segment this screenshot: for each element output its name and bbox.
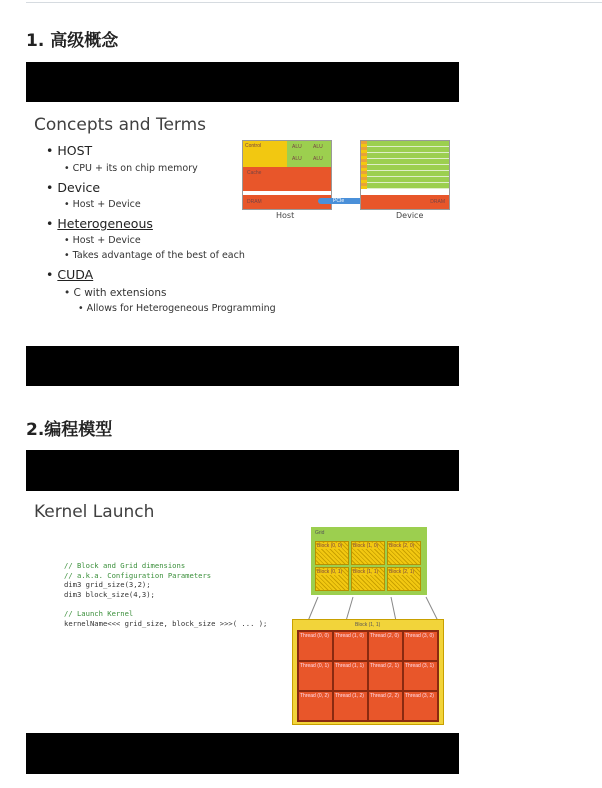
host-caption: Host: [276, 211, 295, 220]
control-block: Control: [243, 141, 287, 167]
thread-cell: Thread (1, 2): [333, 691, 368, 721]
thread-cell: Thread (3, 0): [403, 631, 438, 661]
device-dram-block: DRAM: [361, 195, 449, 209]
device-control-strip: [361, 141, 367, 189]
bullet-device: • Device: [46, 180, 101, 195]
bullet-host: • HOST: [46, 143, 93, 158]
sub-sub-bullet: • Allows for Heterogeneous Programming: [78, 303, 276, 314]
dram-block: DRAM: [243, 195, 331, 209]
alu-blocks: ALU ALU ALU ALU: [287, 141, 331, 167]
thread-cell: Thread (0, 1): [298, 661, 333, 691]
thread-cell: Thread (1, 1): [333, 661, 368, 691]
slide-kernel-launch-image: [26, 450, 459, 774]
device-diagram: [360, 140, 450, 210]
thread-cell: Thread (2, 2): [368, 691, 403, 721]
thread-cell: Thread (2, 0): [368, 631, 403, 661]
sub-bullet: • C with extensions: [64, 287, 167, 299]
slide-concepts-image: [26, 62, 459, 386]
thread-cell: Thread (0, 0): [298, 631, 333, 661]
grid-block: Block (0, 0): [315, 541, 349, 565]
device-caption: Device: [396, 211, 424, 220]
block-diagram: Block (1, 1) Thread (0, 0) Thread (1, 0) Thread (2, 0) Thread (3, 0) Thread (0, 1) Thread (1, 1) Thread (2, 1) Thread (3, 1) Thread (0, 2) Thread (1, 2) Thread (2, 2) Thread (3, 2): [292, 619, 444, 725]
grid-block: Block (1, 1): [351, 567, 385, 591]
code-block: // Block and Grid dimensions // a.k.a. Configuration Parameters dim3 grid_size(3,2); dim3 block_size(4,3); // Launch Kernel kernelName<<< grid_size, block_size >>>( ... );: [64, 561, 268, 628]
sub-bullet: • Host + Device: [64, 235, 141, 246]
top-divider: [26, 2, 602, 3]
grid-diagram: Grid Block (0, 0) Block (1, 0) Block (2, 0) Block (0, 1) Block (1, 1) Block (2, 1): [311, 527, 427, 595]
bullet-cuda: • CUDA: [46, 267, 94, 282]
sub-bullet: • Takes advantage of the best of each: [64, 250, 245, 261]
slide-title: Kernel Launch: [34, 502, 155, 522]
thread-cell: Thread (0, 2): [298, 691, 333, 721]
sub-bullet: • Host + Device: [64, 199, 141, 210]
thread-cell: Thread (3, 2): [403, 691, 438, 721]
slide-body: [26, 491, 459, 733]
slide-body: [26, 102, 459, 346]
pcie-link: PCIe: [318, 198, 368, 204]
thread-cell: Thread (1, 0): [333, 631, 368, 661]
thread-cell: Thread (2, 1): [368, 661, 403, 691]
section-heading-1: 1. 高级概念: [26, 31, 119, 51]
slide-title: Concepts and Terms: [34, 115, 207, 135]
grid-block: Block (2, 1): [387, 567, 421, 591]
thread-cell: Thread (3, 1): [403, 661, 438, 691]
grid-block: Block (1, 0): [351, 541, 385, 565]
bullet-heterogeneous: • Heterogeneous: [46, 216, 153, 231]
sub-bullet: • CPU + its on chip memory: [64, 163, 198, 174]
grid-block: Block (0, 1): [315, 567, 349, 591]
grid-block: Block (2, 0): [387, 541, 421, 565]
section-heading-2: 2.编程模型: [26, 420, 113, 440]
cache-block: Cache: [243, 167, 331, 191]
